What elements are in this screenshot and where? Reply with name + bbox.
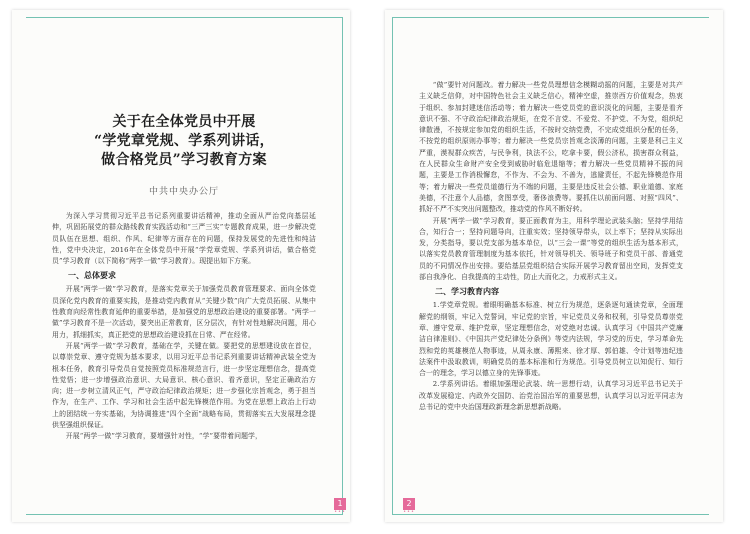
body-paragraph: 开展“两学一做”学习教育，要增强针对性，“学”要带着问题学， (65, 432, 263, 441)
intro-paragraph: 为深入学习贯彻习近平总书记系列重要讲话精神，推动全面从严治党向基层延伸，巩固拓展党的群众路线教育实践活动和“三严三实”专题教育成果，进一步解决党员队伍在思想、组织、作风、纪律等方面存在的问题，保持发展党的先进性和纯洁性，党中央决定，2016年在全体党员中开展“学党章党规、学系列讲话，做合格党员”学习教育（以下简称“两学一做”学习教育）。现提出如下方案。 (52, 212, 316, 266)
body-paragraph: “做”要针对问题改。着力解决一些党员理想信念模糊动摇的问题，主要是对共产主义缺乏信仰，对中国特色社会主义缺乏信心，精神空虚，推崇西方价值观念，热衷于组织、参加封建迷信活动等；着力解决一些党员党的意识淡化的问题，主要是看齐意识不强、不守政治纪律政治规矩，在党不言党、不爱党、不护党、不为党，组织纪律散漫，不按规定参加党的组织生活，不按时交纳党费，不完成党组织分配的任务，不按党的组织原则办事等；着力解决一些党员宗旨观念淡薄的问题，主要是利己主义严重，漠视群众疾苦，与民争利，执法不公，吃拿卡要，假公济私，损害群众利益，在人民群众生命财产安全受到威胁时临危退缩等；着力解决一些党员精神不振的问题，主要是工作消极懈怠，不作为、不会为、不善为，逃避责任，不起先锋模范作用等；着力解决一些党员道德行为不端的问题，主要是违反社会公德、职业道德、家庭美德，不注意个人品德，贪图享受，奢侈浪费等。要抓住以前面问题、对照“四风”、抓好不严不实突出问题整改，推动党的作风不断好转。 (419, 81, 683, 214)
right-page (385, 10, 723, 522)
title-line: 关于在全体党员中开展 (112, 114, 256, 130)
title-line: 做合格党员”学习教育方案 (101, 152, 267, 168)
page-number-ornament: ••• (403, 509, 415, 515)
page-number: 1 (334, 498, 346, 510)
body-paragraph: 开展“两学一做”学习教育，基础在学，关键在做。要把党的思想建设放在首位，以尊崇党章、遵守党规为基本要求，以用习近平总书记系列重要讲话精神武装全党为根本任务，教育引导党员自觉按照党员标准规范言行，进一步坚定理想信念，提高党性觉悟；进一步增强政治意识、大局意识、核心意识、看齐意识，坚定正确政治方向；进一步树立清风正气，严守政治纪律政治规矩；进一步强化宗旨观念，勇于担当作为，在生产、工作、学习和社会生活中起先锋模范作用。为党在思想上政治上行动上的团结统一夯实基础，为协调推进“四个全面”战略布局，贯彻落实五大发展理念提供坚强组织保证。 (52, 341, 316, 430)
section-heading: 二、学习教育内容 (435, 287, 499, 297)
section-heading: 一、总体要求 (68, 271, 116, 281)
issuer: 中共中央办公厅 (148, 187, 219, 197)
document-title (52, 113, 316, 443)
body-paragraph: 1.学党章党规。着眼明确基本标准、树立行为规范，逐条逐句通读党章，全面理解党的纲领，牢记入党誓词，牢记党的宗旨，牢记党员义务和权利，引导党员尊崇党章、遵守党章、维护党章，坚定理想信念，对党绝对忠诚。认真学习《中国共产党廉洁自律准则》、《中国共产党纪律处分条例》等党内法规，学习党的历史，学习革命先烈和党的英雄模范人物事迹，从周永康、薄熙来、徐才厚、郭伯雄、令计划等违纪违法案件中汲取教训，明确党员的基本标准和行为规范。引导党员树立以知促行、知行合一的理念，学习以德立身的先锋事迹。 (419, 301, 683, 378)
title-line: “学党章党规、学系列讲话， (94, 133, 274, 149)
right-page-body (419, 80, 683, 496)
body-paragraph: 开展“两学一做”学习教育，要正面教育为主，用科学理论武装头脑；坚持学用结合，知行合一；坚持问题导向，注重实效；坚持领导带头，以上率下；坚持从实际出发，分类指导，要以党支部为基本单位，以“三会一课”等党的组织生活为基本形式，以落实党员教育管理制度为基本依托，针对领导机关、领导班子和党员干部、普通党员的不同情况作出安排。要给基层党组织结合实际开展学习教育留出空间，发挥党支部自我净化、自我提高的主动性，防止大而化之，力戒形式主义。 (419, 216, 683, 282)
page-number-ornament: ••• (334, 509, 346, 515)
body-paragraph: 开展“两学一做”学习教育，是落实党章关于加强党员教育管理要求、面向全体党员深化党内教育的重要实践，是推动党内教育从“关键少数”向广大党员拓展、从集中性教育向经常性教育延伸的重要举措，是加强党的思想政治建设的重要部署。“两学一做”学习教育不是一次活动，要突出正常教育，区分层次，有针对性地解决问题，用心用力，抓细抓实，真正把党的思想政治建设抓在日常、严在经常。 (52, 285, 316, 339)
body-paragraph: 2.学系列讲话。着眼加强理论武装、统一思想行动，认真学习习近平总书记关于改革发展稳定、内政外交国防、治党治国治军的重要思想，认真学习以习近平同志为总书记的党中央治国理政新理念新思想新战略。 (419, 380, 683, 412)
page-number: 2 (403, 498, 415, 510)
left-page (12, 10, 350, 522)
